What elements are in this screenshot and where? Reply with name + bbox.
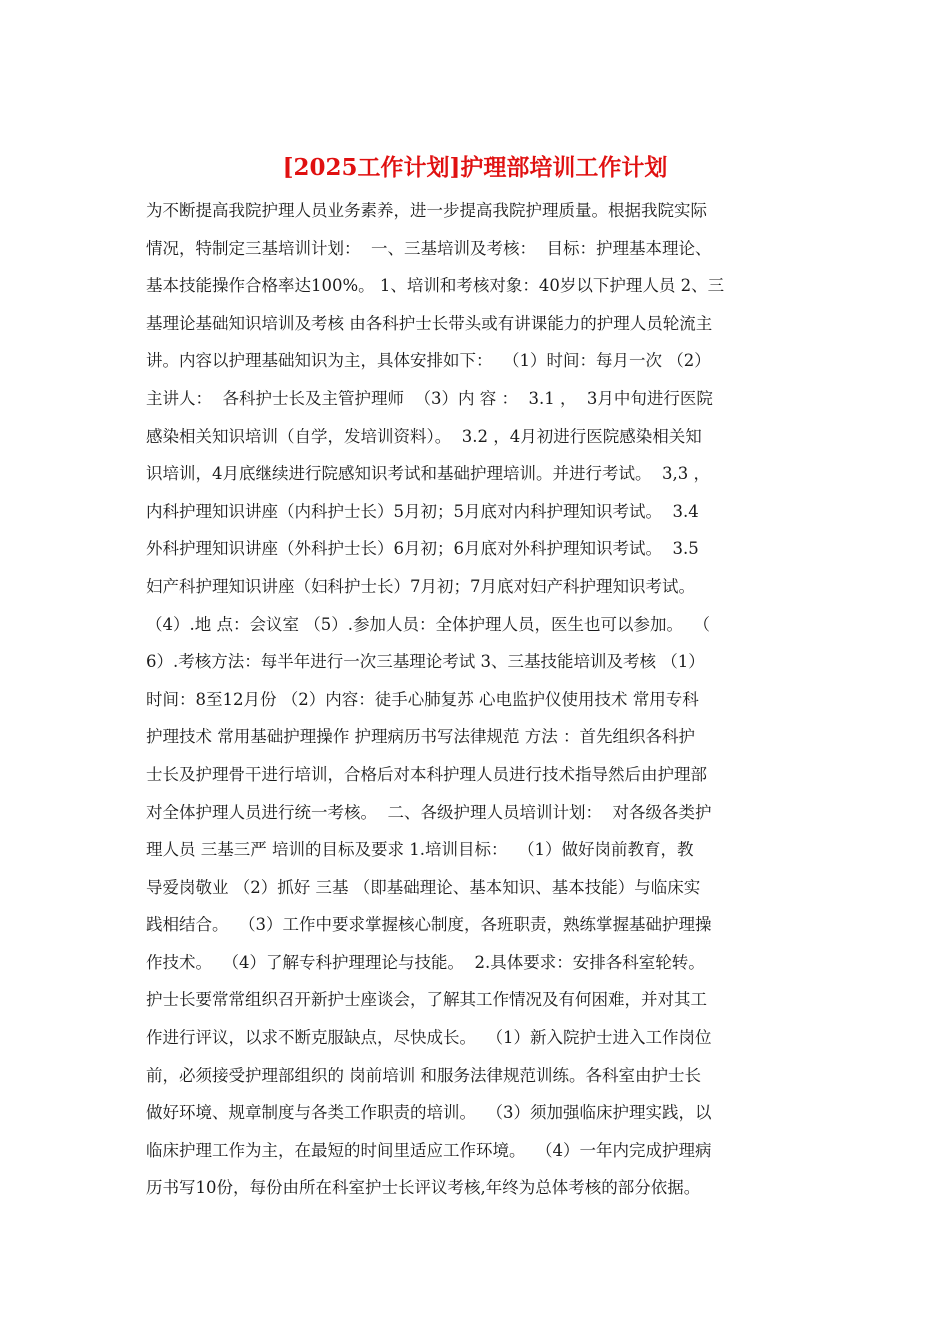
body-line: 主讲人： 各科护士长及主管护理师 （3）内 容 ： 3.1 ， 3月中旬进行医院 [146, 388, 713, 408]
body-line: （4）.地 点：会议室 （5）.参加人员：全体护理人员，医生也可以参加。 （ [146, 614, 710, 634]
body-line: 前，必须接受护理部组织的 岗前培训 和服务法律规范训练。各科室由护士长 [146, 1065, 701, 1085]
document-body [146, 192, 806, 1207]
body-line: 情况，特制定三基培训计划： 一、三基培训及考核： 目标：护理基本理论、 [146, 238, 712, 258]
body-line: 内科护理知识讲座（内科护士长）5月初；5月底对内科护理知识考试。 3.4 [146, 501, 699, 521]
body-line: 导爱岗敬业 （2）抓好 三基 （即基础理论、基本知识、基本技能）与临床实 [146, 877, 701, 897]
body-line: 理人员 三基三严 培训的目标及要求 1.培训目标： （1）做好岗前教育，教 [146, 840, 694, 860]
body-line: 为不断提高我院护理人员业务素养，进一步提高我院护理质量。根据我院实际 [146, 201, 707, 220]
body-line: 时间：8至12月份 （2）内容：徒手心肺复苏 心电监护仪使用技术 常用专科 [146, 689, 699, 709]
body-line: 作进行评议，以求不断克服缺点，尽快成长。 （1）新入院护士进入工作岗位 [146, 1028, 712, 1048]
body-line: 做好环境、规章制度与各类工作职责的培训。 （3）须加强临床护理实践，以 [146, 1103, 712, 1123]
body-line: 讲。内容以护理基础知识为主，具体安排如下： （1）时间：每月一次 （2） [146, 351, 711, 371]
body-line: 6）.考核方法：每半年进行一次三基理论考试 3、三基技能培训及考核 （1） [146, 652, 705, 672]
body-line: 对全体护理人员进行统一考核。 二、各级护理人员培训计划： 对各级各类护 [146, 802, 712, 822]
body-line: 践相结合。 （3）工作中要求掌握核心制度，各班职责，熟练掌握基础护理操 [146, 915, 712, 935]
document-title: [2025工作计划]护理部培训工作计划 [282, 154, 668, 181]
body-line: 作技术。 （4）了解专科护理理论与技能。 2.具体要求：安排各科室轮转。 [146, 952, 705, 972]
body-line: 临床护理工作为主，在最短的时间里适应工作环境。 （4）一年内完成护理病 [146, 1140, 712, 1160]
body-line: 识培训，4月底继续进行院感知识考试和基础护理培训。并进行考试。 3,3 ， [146, 464, 710, 484]
body-line: 护理技术 常用基础护理操作 护理病历书写法律规范 方法 ：首先组织各科护 [146, 727, 695, 747]
body-line: 外科护理知识讲座（外科护士长）6月初；6月底对外科护理知识考试。 3.5 [146, 539, 699, 559]
body-line: 感染相关知识培训（自学，发培训资料）。 3.2 ，4月初进行医院感染相关知 [146, 426, 702, 446]
body-line: 士长及护理骨干进行培训，合格后对本科护理人员进行技术指导然后由护理部 [146, 764, 707, 784]
body-line: 护士长要常常组织召开新护士座谈会，了解其工作情况及有何困难，并对其工 [146, 990, 707, 1010]
body-line: 妇产科护理知识讲座（妇科护士长）7月初；7月底对妇产科护理知识考试。 [146, 576, 695, 596]
body-line: 历书写10份，每份由所在科室护士长评议考核,年终为总体考核的部分依据。 [146, 1178, 701, 1198]
body-line: 基本技能操作合格率达100%。 1、培训和考核对象：40岁以下护理人员 2、三 [146, 276, 725, 296]
body-line: 基理论基础知识培训及考核 由各科护士长带头或有讲课能力的护理人员轮流主 [146, 313, 713, 333]
